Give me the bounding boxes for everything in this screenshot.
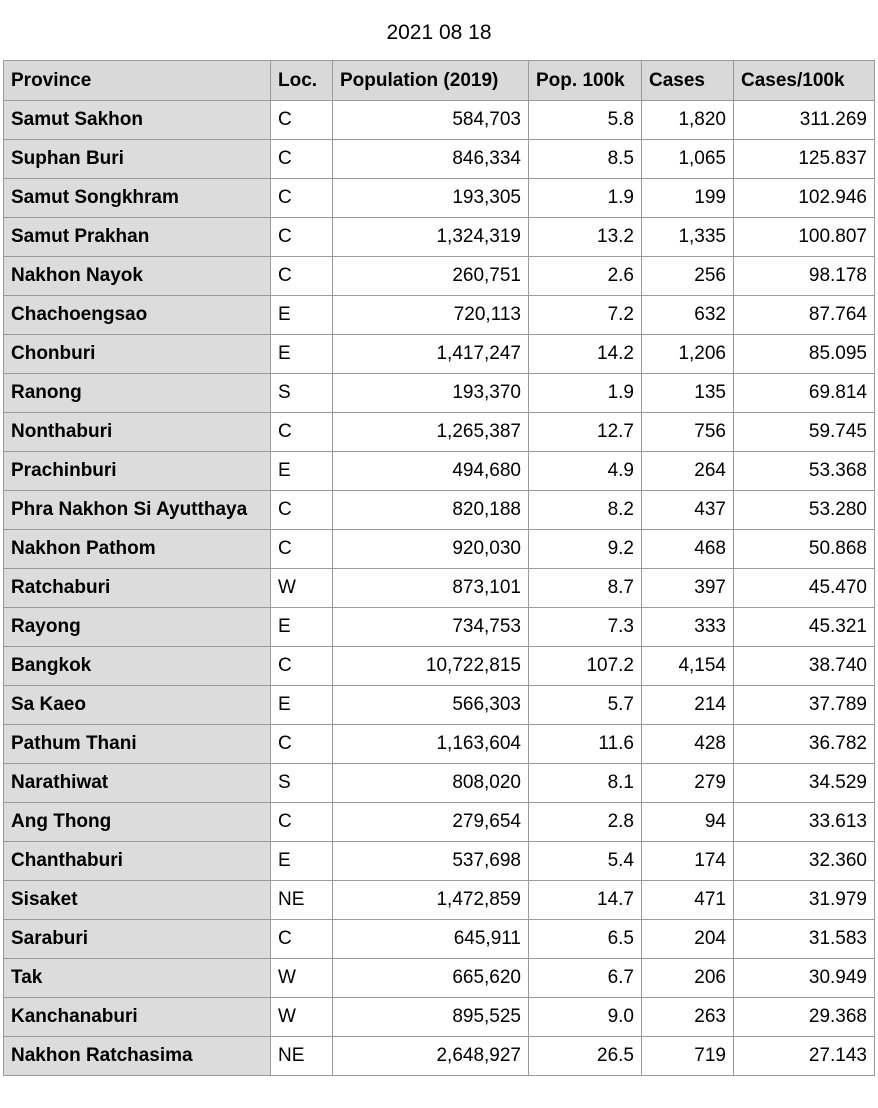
table-row <box>4 569 875 608</box>
cell-pop-100k: 26.5 <box>529 1037 642 1076</box>
cell-population: 279,654 <box>333 803 529 842</box>
cell-population: 193,370 <box>333 374 529 413</box>
cell-province: Chachoengsao <box>4 296 271 335</box>
cell-loc: C <box>271 725 333 764</box>
cell-cases: 206 <box>642 959 734 998</box>
cell-loc: C <box>271 140 333 179</box>
cell-cases-per-100k: 50.868 <box>734 530 875 569</box>
cell-population: 720,113 <box>333 296 529 335</box>
cell-population: 645,911 <box>333 920 529 959</box>
cell-population: 808,020 <box>333 764 529 803</box>
cell-province: Saraburi <box>4 920 271 959</box>
table-row <box>4 725 875 764</box>
cell-province: Nakhon Pathom <box>4 530 271 569</box>
cell-loc: S <box>271 374 333 413</box>
cell-cases-per-100k: 37.789 <box>734 686 875 725</box>
cell-province: Samut Prakhan <box>4 218 271 257</box>
table-row <box>4 764 875 803</box>
cell-pop-100k: 14.2 <box>529 335 642 374</box>
cell-province: Pathum Thani <box>4 725 271 764</box>
cell-cases: 199 <box>642 179 734 218</box>
cell-pop-100k: 8.7 <box>529 569 642 608</box>
cell-pop-100k: 2.8 <box>529 803 642 842</box>
cell-population: 820,188 <box>333 491 529 530</box>
cell-population: 2,648,927 <box>333 1037 529 1076</box>
cell-cases: 756 <box>642 413 734 452</box>
cell-cases: 214 <box>642 686 734 725</box>
cell-pop-100k: 14.7 <box>529 881 642 920</box>
table-row <box>4 686 875 725</box>
cell-loc: W <box>271 569 333 608</box>
cell-loc: C <box>271 647 333 686</box>
cell-population: 1,417,247 <box>333 335 529 374</box>
cell-cases: 333 <box>642 608 734 647</box>
cell-cases-per-100k: 31.583 <box>734 920 875 959</box>
data-table <box>3 60 875 1076</box>
cell-province: Prachinburi <box>4 452 271 491</box>
cell-loc: NE <box>271 1037 333 1076</box>
table-row <box>4 647 875 686</box>
cell-loc: E <box>271 842 333 881</box>
table-row <box>4 881 875 920</box>
cell-cases: 174 <box>642 842 734 881</box>
cell-cases-per-100k: 125.837 <box>734 140 875 179</box>
cell-cases: 263 <box>642 998 734 1037</box>
table-row <box>4 179 875 218</box>
cell-cases-per-100k: 311.269 <box>734 101 875 140</box>
table-row <box>4 101 875 140</box>
table-row <box>4 452 875 491</box>
cell-province: Chanthaburi <box>4 842 271 881</box>
cell-pop-100k: 4.9 <box>529 452 642 491</box>
table-body <box>4 101 875 1076</box>
header-province: Province <box>4 61 271 101</box>
cell-loc: C <box>271 803 333 842</box>
cell-pop-100k: 107.2 <box>529 647 642 686</box>
cell-province: Ang Thong <box>4 803 271 842</box>
cell-cases: 428 <box>642 725 734 764</box>
cell-cases: 437 <box>642 491 734 530</box>
cell-pop-100k: 5.4 <box>529 842 642 881</box>
cell-cases-per-100k: 53.368 <box>734 452 875 491</box>
cell-population: 895,525 <box>333 998 529 1037</box>
header-pop-100k: Pop. 100k <box>529 61 642 101</box>
cell-population: 1,163,604 <box>333 725 529 764</box>
header-cases: Cases <box>642 61 734 101</box>
cell-loc: W <box>271 959 333 998</box>
table-row <box>4 218 875 257</box>
cell-loc: C <box>271 491 333 530</box>
cell-province: Bangkok <box>4 647 271 686</box>
cell-population: 665,620 <box>333 959 529 998</box>
cell-province: Rayong <box>4 608 271 647</box>
table-row <box>4 374 875 413</box>
cell-province: Nakhon Ratchasima <box>4 1037 271 1076</box>
cell-population: 846,334 <box>333 140 529 179</box>
cell-province: Nonthaburi <box>4 413 271 452</box>
cell-pop-100k: 6.7 <box>529 959 642 998</box>
cell-cases: 397 <box>642 569 734 608</box>
cell-loc: S <box>271 764 333 803</box>
cell-pop-100k: 9.0 <box>529 998 642 1037</box>
cell-loc: C <box>271 101 333 140</box>
cell-cases-per-100k: 38.740 <box>734 647 875 686</box>
cell-province: Samut Songkhram <box>4 179 271 218</box>
cell-loc: C <box>271 179 333 218</box>
cell-province: Ranong <box>4 374 271 413</box>
table-row <box>4 998 875 1037</box>
table-row <box>4 920 875 959</box>
cell-cases: 1,335 <box>642 218 734 257</box>
cell-population: 494,680 <box>333 452 529 491</box>
cell-cases-per-100k: 36.782 <box>734 725 875 764</box>
cell-pop-100k: 11.6 <box>529 725 642 764</box>
cell-cases: 1,820 <box>642 101 734 140</box>
cell-loc: C <box>271 413 333 452</box>
cell-pop-100k: 1.9 <box>529 374 642 413</box>
cell-cases-per-100k: 100.807 <box>734 218 875 257</box>
cell-province: Samut Sakhon <box>4 101 271 140</box>
cell-cases: 204 <box>642 920 734 959</box>
table-row <box>4 530 875 569</box>
cell-cases: 632 <box>642 296 734 335</box>
cell-loc: E <box>271 608 333 647</box>
cell-cases-per-100k: 27.143 <box>734 1037 875 1076</box>
cell-cases: 468 <box>642 530 734 569</box>
cell-population: 734,753 <box>333 608 529 647</box>
cell-pop-100k: 1.9 <box>529 179 642 218</box>
cell-province: Phra Nakhon Si Ayutthaya <box>4 491 271 530</box>
cell-province: Tak <box>4 959 271 998</box>
cell-cases: 264 <box>642 452 734 491</box>
cell-population: 1,472,859 <box>333 881 529 920</box>
cell-pop-100k: 5.7 <box>529 686 642 725</box>
cell-cases-per-100k: 30.949 <box>734 959 875 998</box>
cell-cases-per-100k: 59.745 <box>734 413 875 452</box>
cell-population: 1,324,319 <box>333 218 529 257</box>
cell-loc: NE <box>271 881 333 920</box>
cell-population: 10,722,815 <box>333 647 529 686</box>
table-row <box>4 1037 875 1076</box>
cell-cases: 279 <box>642 764 734 803</box>
cell-cases-per-100k: 102.946 <box>734 179 875 218</box>
cell-loc: C <box>271 920 333 959</box>
cell-population: 566,303 <box>333 686 529 725</box>
cell-province: Sa Kaeo <box>4 686 271 725</box>
cell-pop-100k: 8.5 <box>529 140 642 179</box>
table-row <box>4 959 875 998</box>
table-row <box>4 296 875 335</box>
cell-loc: C <box>271 530 333 569</box>
cell-cases-per-100k: 87.764 <box>734 296 875 335</box>
cell-cases-per-100k: 85.095 <box>734 335 875 374</box>
cell-cases-per-100k: 69.814 <box>734 374 875 413</box>
table-row <box>4 335 875 374</box>
cell-pop-100k: 5.8 <box>529 101 642 140</box>
cell-loc: W <box>271 998 333 1037</box>
cell-cases: 1,065 <box>642 140 734 179</box>
cell-loc: C <box>271 218 333 257</box>
cell-loc: E <box>271 296 333 335</box>
cell-cases: 4,154 <box>642 647 734 686</box>
table-row <box>4 491 875 530</box>
cell-population: 260,751 <box>333 257 529 296</box>
cell-pop-100k: 9.2 <box>529 530 642 569</box>
header-cases-per-100k: Cases/100k <box>734 61 875 101</box>
table-row <box>4 413 875 452</box>
cell-cases-per-100k: 31.979 <box>734 881 875 920</box>
cell-province: Chonburi <box>4 335 271 374</box>
cell-pop-100k: 6.5 <box>529 920 642 959</box>
table-row <box>4 140 875 179</box>
cell-cases: 719 <box>642 1037 734 1076</box>
cell-pop-100k: 7.2 <box>529 296 642 335</box>
cell-population: 584,703 <box>333 101 529 140</box>
cell-cases: 94 <box>642 803 734 842</box>
cell-population: 193,305 <box>333 179 529 218</box>
cell-pop-100k: 8.1 <box>529 764 642 803</box>
cell-cases-per-100k: 29.368 <box>734 998 875 1037</box>
cell-cases-per-100k: 33.613 <box>734 803 875 842</box>
cell-loc: C <box>271 257 333 296</box>
cell-cases-per-100k: 32.360 <box>734 842 875 881</box>
cell-pop-100k: 8.2 <box>529 491 642 530</box>
cell-loc: E <box>271 452 333 491</box>
header-loc: Loc. <box>271 61 333 101</box>
cell-pop-100k: 7.3 <box>529 608 642 647</box>
cell-pop-100k: 12.7 <box>529 413 642 452</box>
header-population: Population (2019) <box>333 61 529 101</box>
cell-cases-per-100k: 98.178 <box>734 257 875 296</box>
cell-province: Suphan Buri <box>4 140 271 179</box>
cell-population: 873,101 <box>333 569 529 608</box>
table-row <box>4 803 875 842</box>
cell-cases: 1,206 <box>642 335 734 374</box>
table-row <box>4 842 875 881</box>
cell-loc: E <box>271 686 333 725</box>
cell-population: 537,698 <box>333 842 529 881</box>
cell-cases: 256 <box>642 257 734 296</box>
cell-province: Ratchaburi <box>4 569 271 608</box>
cell-cases-per-100k: 34.529 <box>734 764 875 803</box>
page-title: 2021 08 18 <box>386 21 492 44</box>
cell-pop-100k: 13.2 <box>529 218 642 257</box>
cell-cases-per-100k: 45.470 <box>734 569 875 608</box>
table-row <box>4 608 875 647</box>
cell-cases-per-100k: 53.280 <box>734 491 875 530</box>
cell-province: Sisaket <box>4 881 271 920</box>
cell-province: Narathiwat <box>4 764 271 803</box>
header-row <box>4 61 875 101</box>
cell-province: Kanchanaburi <box>4 998 271 1037</box>
cell-population: 920,030 <box>333 530 529 569</box>
cell-loc: E <box>271 335 333 374</box>
cell-pop-100k: 2.6 <box>529 257 642 296</box>
cell-cases: 471 <box>642 881 734 920</box>
cell-cases: 135 <box>642 374 734 413</box>
cell-cases-per-100k: 45.321 <box>734 608 875 647</box>
cell-province: Nakhon Nayok <box>4 257 271 296</box>
cell-population: 1,265,387 <box>333 413 529 452</box>
table-row <box>4 257 875 296</box>
